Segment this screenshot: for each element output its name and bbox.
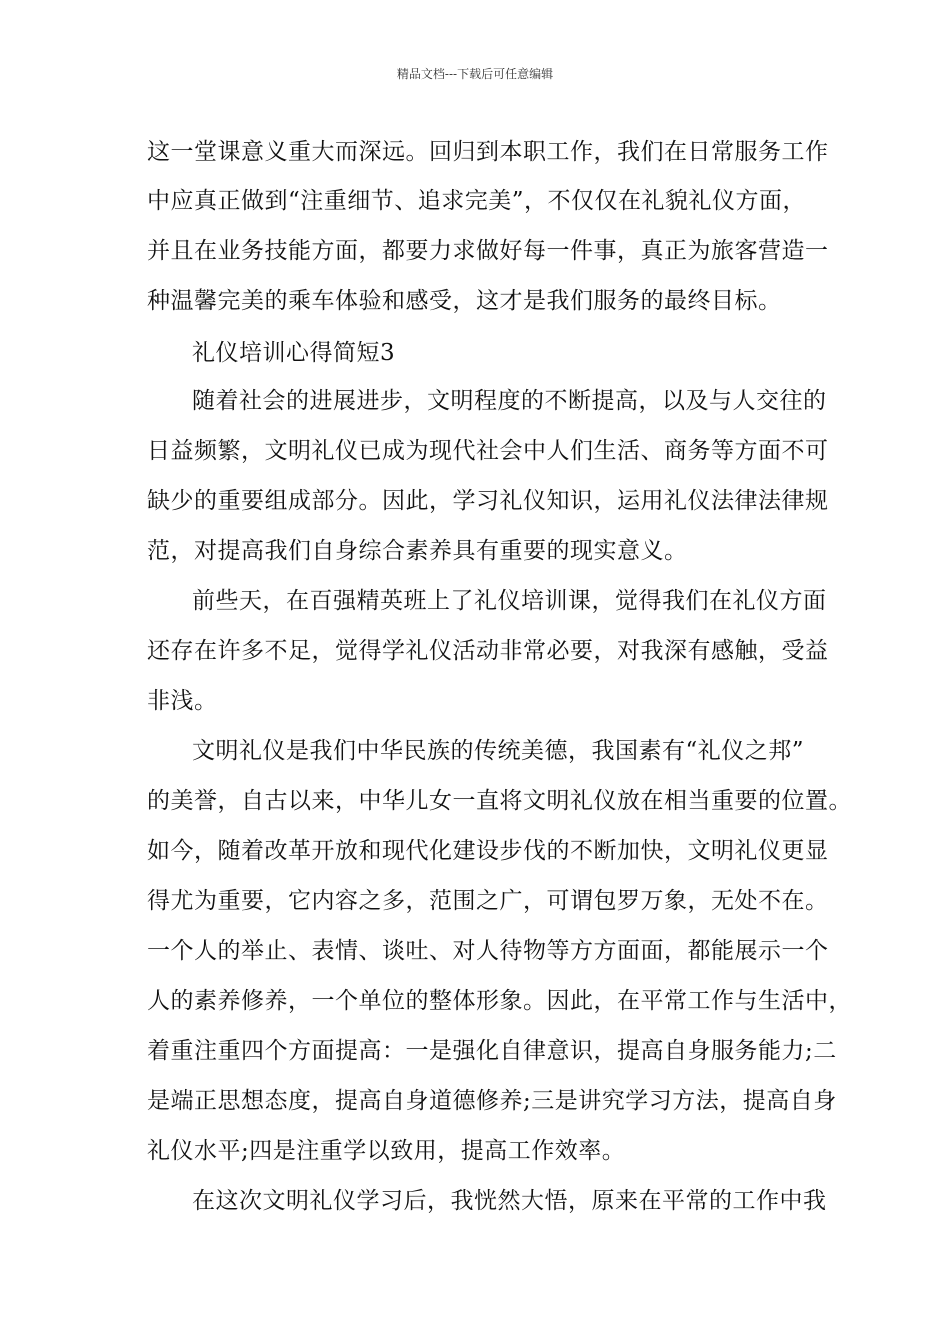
body-line: 着重注重四个方面提高：一是强化自律意识，提高自身服务能力;二 [147,1038,837,1064]
body-line: 种温馨完美的乘车体验和感受，这才是我们服务的最终目标。 [147,288,782,314]
body-line: 这一堂课意义重大而深远。回归到本职工作，我们在日常服务工作 [147,139,829,165]
body-line: 人的素养修养，一个单位的整体形象。因此，在平常工作与生活中， [147,988,852,1014]
body-line: 一个人的举止、表情、谈吐、对人待物等方方面面，都能展示一个 [147,938,829,964]
body-line: 礼仪水平;四是注重学以致用，提高工作效率。 [147,1138,626,1164]
body-line: 缺少的重要组成部分。因此，学习礼仪知识，运用礼仪法律法律规 [147,488,829,514]
body-line: 随着社会的进展进步，文明程度的不断提高，以及与人交往的 [192,388,827,414]
body-line: 是端正思想态度，提高自身道德修养;三是讲究学习方法，提高自身 [147,1088,837,1114]
body-line: 前些天，在百强精英班上了礼仪培训课，觉得我们在礼仪方面 [192,588,827,614]
section-heading: 礼仪培训心得简短3 [192,340,396,366]
body-line: 得尤为重要，它内容之多，范围之广，可谓包罗万象，无处不在。 [147,888,829,914]
body-line: 的美誉，自古以来，中华儿女一直将文明礼仪放在相当重要的位置。 [147,788,852,814]
page-header: 精品文档---下载后可任意编辑 [396,67,554,81]
body-line: 范，对提高我们自身综合素养具有重要的现实意义。 [147,538,688,564]
body-line: 非浅。 [147,688,218,714]
body-line: 日益频繁，文明礼仪已成为现代社会中人们生活、商务等方面不可 [147,438,829,464]
body-line: 文明礼仪是我们中华民族的传统美德，我国素有“礼仪之邦” [192,738,805,764]
body-line: 并且在业务技能方面，都要力求做好每一件事，真正为旅客营造一 [147,238,829,264]
body-line: 还存在许多不足，觉得学礼仪活动非常必要，对我深有感触，受益 [147,638,829,664]
body-line: 如今，随着改革开放和现代化建设步伐的不断加快，文明礼仪更显 [147,838,829,864]
body-line: 在这次文明礼仪学习后，我恍然大悟，原来在平常的工作中我 [192,1188,827,1214]
body-line: 中应真正做到“注重细节、追求完美”，不仅仅在礼貌礼仪方面， [147,188,807,214]
